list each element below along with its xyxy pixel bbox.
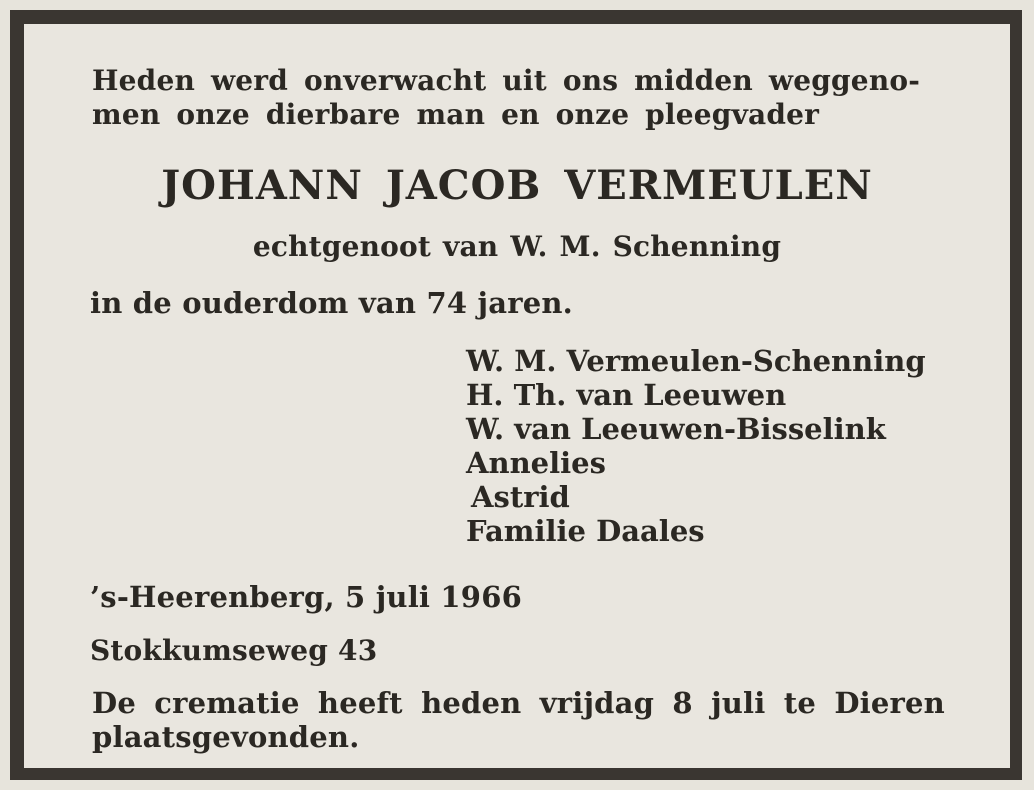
signer-name: H. Th. van Leeuwen [466,378,787,412]
address: Stokkumseweg 43 [90,634,378,667]
death-notice [10,10,1022,780]
signers-list [466,344,926,548]
age-line: in de ouderdom van 74 jaren. [90,286,573,320]
intro-line-2: men onze dierbare man en onze pleegvader [92,98,820,131]
signer-name: W. van Leeuwen-Bisselink [466,412,886,446]
cremation-line-2: plaatsgevonden. [92,720,360,754]
deceased-name: JOHANN JACOB VERMEULEN [161,162,873,209]
signer-name: Annelies [466,446,606,480]
signer-name: W. M. Vermeulen-Schenning [466,344,926,378]
intro-line-1: Heden werd onverwacht uit ons midden weggeno- [92,64,921,97]
place-date: ’s-Heerenberg, 5 juli 1966 [90,580,522,614]
spouse-line: echtgenoot van W. M. Schenning [252,230,782,263]
signer-name: Familie Daales [466,514,705,548]
signer-name: Astrid [471,480,570,514]
cremation-line-1: De crematie heeft heden vrijdag 8 juli te Dieren [92,686,945,720]
